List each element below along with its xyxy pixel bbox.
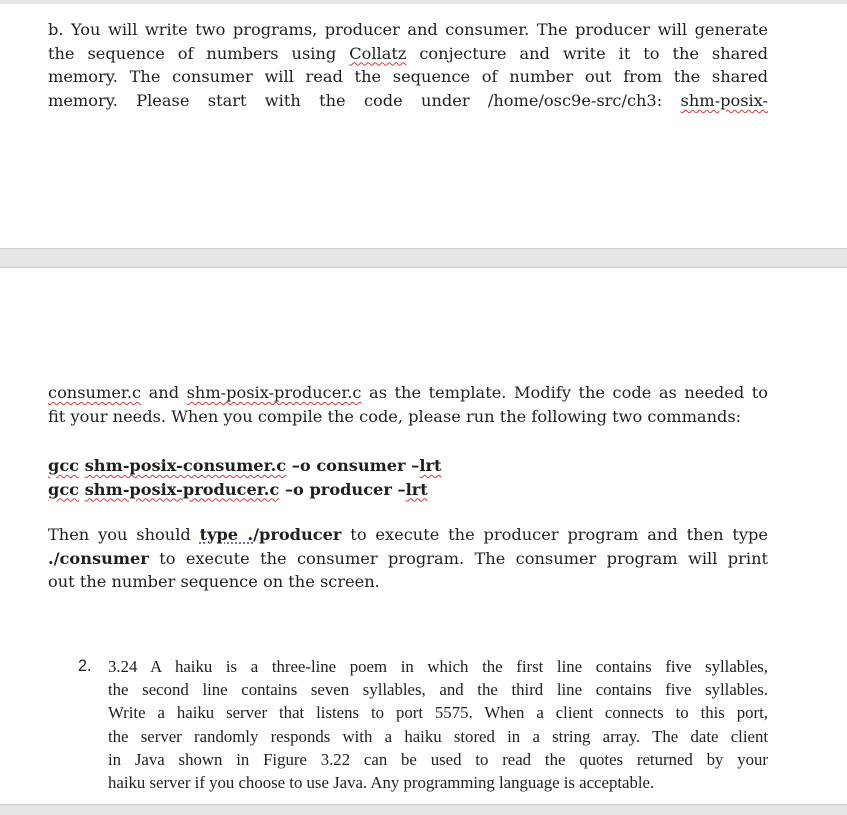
- paragraph-line: b. You will write two programs, producer and consumer. The producer will generate: [48, 20, 768, 39]
- text-run: the sequence of numbers using: [48, 43, 350, 63]
- command-line-consumer: [48, 454, 441, 478]
- paragraph-line: [48, 89, 768, 113]
- text-run: –o consumer –: [286, 456, 420, 475]
- question-line: in Java shown in Figure 3.22 can be used to read the quotes returned by your: [108, 749, 768, 769]
- misspelled-word[interactable]: shm-posix-consumer.c: [84, 456, 287, 475]
- misspelled-word[interactable]: lrt: [405, 479, 428, 499]
- producer-command: /producer: [253, 525, 342, 544]
- paragraph-line: [48, 381, 768, 405]
- paragraph-line: fit your needs. When you compile the code, please run the following two commands:: [48, 406, 742, 426]
- grammar-flagged-text[interactable]: type .: [199, 525, 254, 544]
- text-run: to execute the producer program and then type: [341, 525, 768, 544]
- paragraph-line: memory. The consumer will read the sequence of number out from the shared: [48, 67, 768, 87]
- run-instructions-paragraph: [48, 523, 768, 594]
- text-run: –o producer –: [279, 479, 406, 499]
- page-gap-bottom: [0, 805, 847, 815]
- text-run: memory. Please start with the code under /home/osc9e-src/ch3:: [48, 90, 681, 110]
- command-line-producer: [48, 478, 441, 502]
- misspelled-word[interactable]: shm-posix-: [680, 90, 768, 110]
- misspelled-word[interactable]: consumer.c: [48, 383, 142, 402]
- text-run: to execute the consumer program. The consumer program will print: [148, 548, 768, 568]
- text-run: as the template. Modify the code as needed to: [361, 383, 768, 402]
- question-line: the server randomly responds with a haiku stored in a string array. The date client: [108, 726, 768, 746]
- question-line: 3.24 A haiku is a three-line poem in which the first line contains five syllables,: [108, 657, 768, 676]
- question-text: [108, 655, 768, 794]
- compile-commands: [48, 454, 441, 501]
- misspelled-word[interactable]: shm-posix-producer.c: [186, 383, 362, 402]
- misspelled-word[interactable]: lrt: [419, 456, 442, 475]
- question-line: Write a haiku server that listens to port 5575. When a client connects to this port,: [108, 703, 768, 723]
- text-run: Then you should: [48, 525, 200, 544]
- paragraph-line: out the number sequence on the screen.: [48, 572, 380, 592]
- text-run: conjecture and write it to the shared: [406, 43, 768, 63]
- question-line: the second line contains seven syllables, and the third line contains five syllables.: [108, 680, 768, 700]
- consumer-command: ./consumer: [48, 548, 149, 568]
- paragraph-line: [48, 42, 768, 66]
- text-run: and: [141, 383, 187, 402]
- paragraph-line: [48, 547, 768, 571]
- document-page-1: [0, 4, 847, 249]
- question-line: haiku server if you choose to use Java. Any programming language is acceptable.: [108, 773, 655, 793]
- continuation-paragraph: [48, 381, 768, 428]
- list-number: 2.: [78, 657, 92, 675]
- misspelled-word[interactable]: gcc: [48, 456, 80, 475]
- paragraph-line: [48, 523, 768, 547]
- misspelled-word[interactable]: gcc: [48, 479, 80, 499]
- part-b-paragraph: [48, 18, 768, 112]
- misspelled-word[interactable]: Collatz: [349, 43, 407, 63]
- misspelled-word[interactable]: shm-posix-producer.c: [84, 479, 280, 499]
